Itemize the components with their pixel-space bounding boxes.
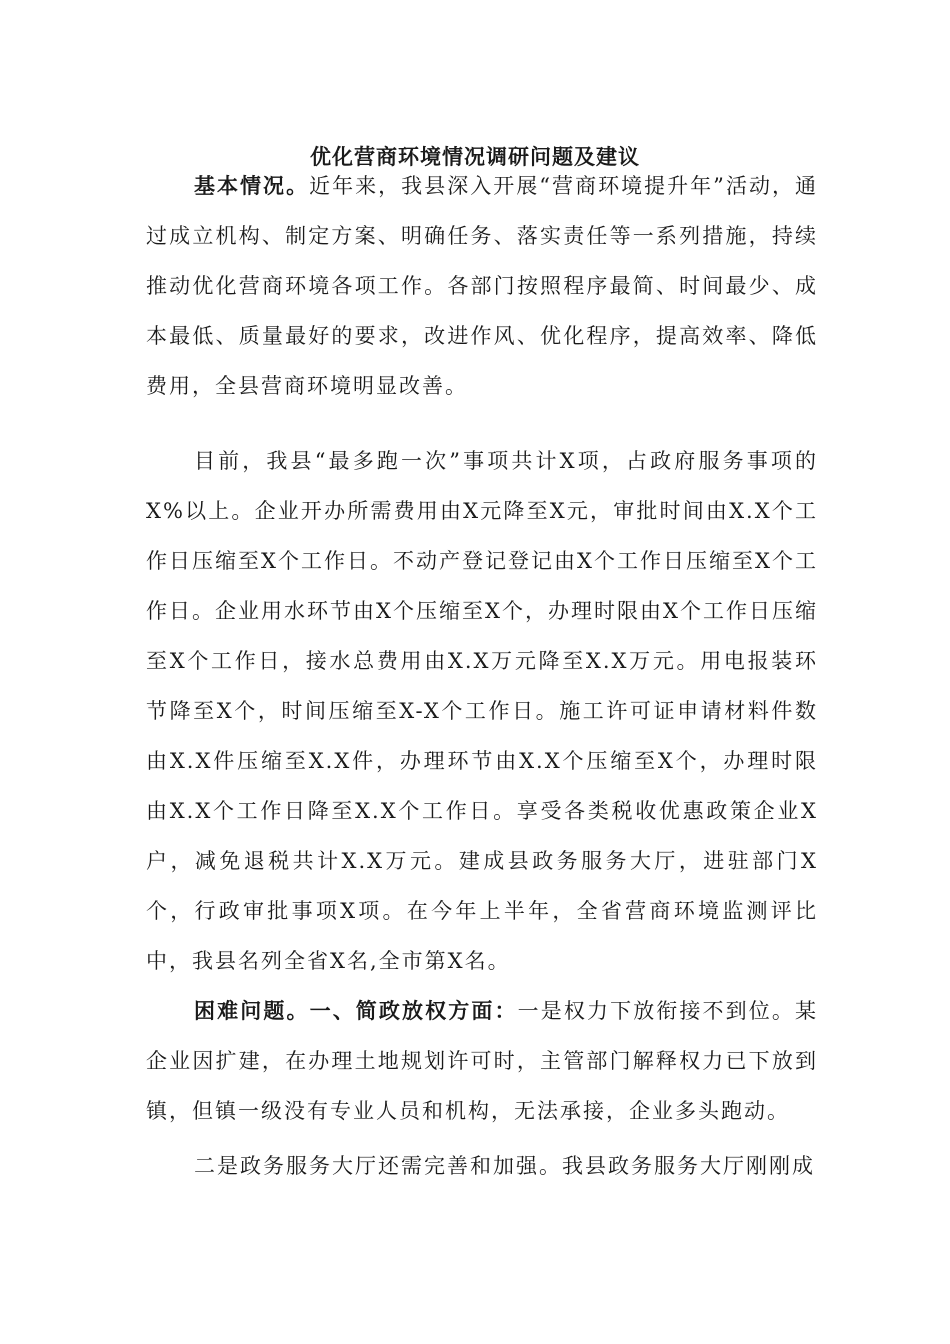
paragraph-current-status: [146, 436, 818, 986]
paragraph-text: 目前，我县“最多跑一次”事项共计X项，占政府服务事项的X%以上。企业开办所需费用由X元降至X元，审批时间由X.X个工作日压缩至X个工作日。不动产登记登记由X个工作日压缩至X个工作日。企业用水环节由X个压缩至X个，办理时限由X个工作日压缩至X个工作日，接水总费用由X.X万元降至X.X万元。用电报装环节降至X个，时间压缩至X-X个工作日。施工许可证申请材料件数由X.X件压缩至X.X件，办理环节由X.X个压缩至X个，办理时限由X.X个工作日降至X.X个工作日。享受各类税收优惠政策企业X户，减免退税共计X.X万元。建成县政务服务大厅，进驻部门X个，行政审批事项X项。在今年上半年，全省营商环境监测评比中，我县名列全省X名,全市第X名。: [146, 449, 818, 973]
paragraph-service-hall: [146, 1141, 818, 1191]
paragraph-lead: 基本情况。: [194, 173, 310, 198]
paragraph-basic-situation: [146, 161, 818, 411]
paragraph-text: 近年来，我县深入开展“营商环境提升年”活动，通过成立机构、制定方案、明确任务、落实责任等一系列措施，持续推动优化营商环境各项工作。各部门按照程序最简、时间最少、成本最低、质量最好的要求，改进作风、优化程序，提高效率、降低费用，全县营商环境明显改善。: [146, 174, 818, 398]
paragraph-text: 一是权力下放衔接不到位。某企业因扩建，在办理土地规划许可时，主管部门解释权力已下放到镇，但镇一级没有专业人员和机构，无法承接，企业多头跑动。: [146, 999, 819, 1123]
document-title: 优化营商环境情况调研问题及建议: [310, 144, 640, 169]
paragraph-text: 二是政务服务大厅还需完善和加强。我县政务服务大厅刚刚成: [194, 1154, 815, 1178]
paragraph-lead: 困难问题。一、简政放权方面：: [194, 998, 518, 1023]
paragraph-difficulties: [146, 986, 818, 1136]
